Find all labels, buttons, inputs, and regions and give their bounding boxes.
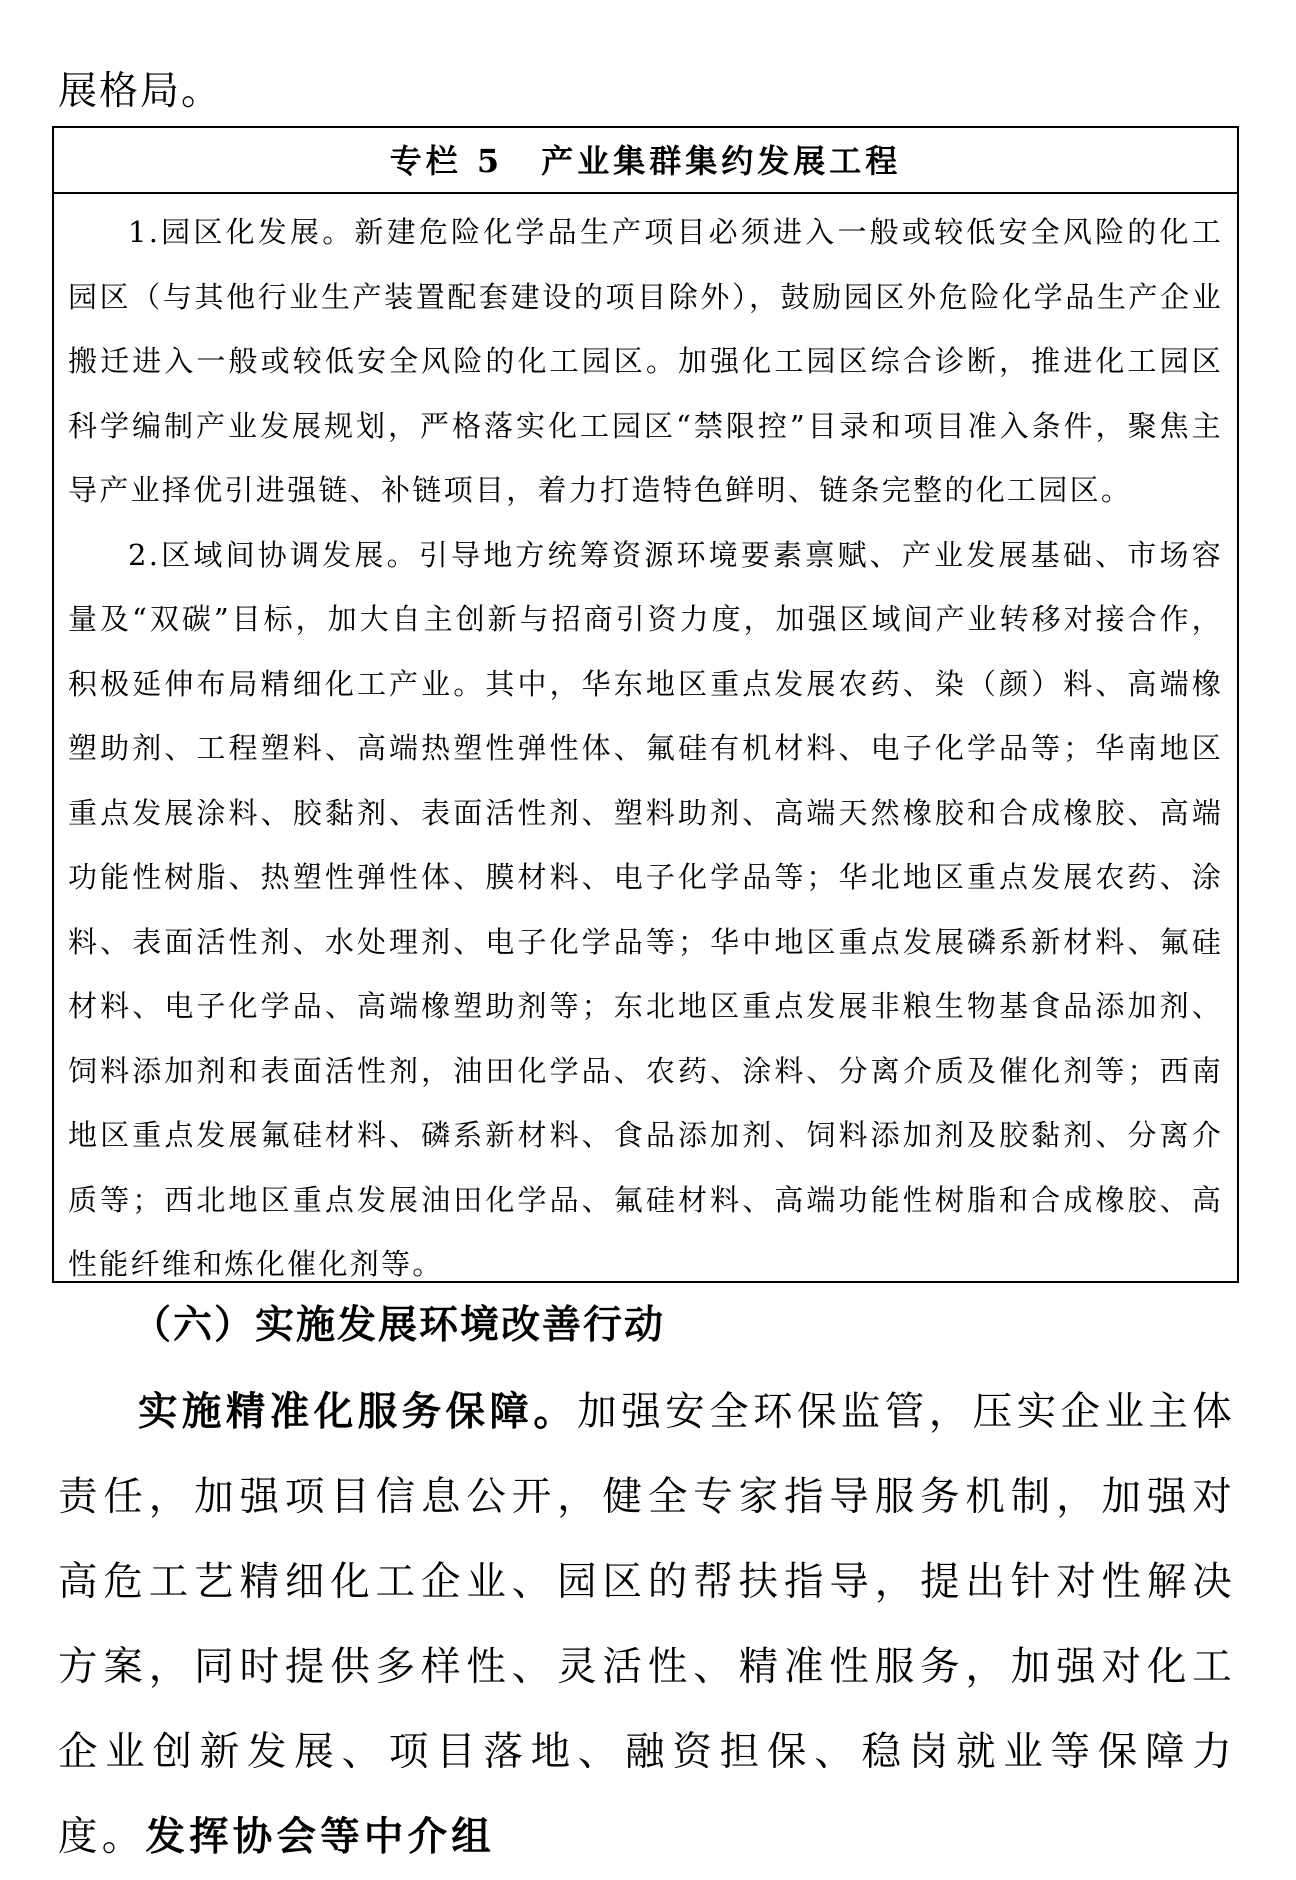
continued-text: 展格局。 (58, 69, 223, 114)
paragraph-bold-tail: 发挥协会等中介组 (145, 1814, 496, 1860)
column-box-title (54, 128, 1237, 194)
column-item-heading: 1.园区化发展。 (128, 215, 355, 249)
column-number: 专栏 5 (389, 142, 504, 180)
column-item-text: 新建危险化学品生产项目必须进入一般或较低安全风险的化工园区（与其他行业生产装置配套建设的项目除外），鼓励园区外危险化学品生产企业搬迁进入一般或较低安全风险的化工园区。加强化工园区综合诊断，推进化工园区科学编制产业发展规划，严格落实化工园区“禁限控”目录和项目准入条件，聚焦主导产业择优引进强链、补链项目，着力打造特色鲜明、链条完整的化工园区。 (68, 215, 1223, 507)
paragraph-bold-lead: 实施精准化服务保障。 (138, 1389, 578, 1435)
column-item-heading: 2.区域间协调发展。 (128, 537, 419, 572)
paragraph-text: 加强安全环保监管，压实企业主体责任，加强项目信息公开，健全专家指导服务机制，加强对高危工艺精细化工企业、园区的帮扶指导，提出针对性解决方案，同时提供多样性、灵活性、精准性服务，加强对化工企业创新发展、项目落地、融资担保、稳岗就业等保障力度。 (58, 1389, 1237, 1860)
section-heading: （六）实施发展环境改善行动 (132, 1303, 666, 1348)
column-item (68, 200, 1223, 523)
column-title-text: 产业集群集约发展工程 (541, 142, 902, 180)
column-item-text: 引导地方统筹资源环境要素禀赋、产业发展基础、市场容量及“双碳”目标，加大自主创新与招商引资力度，加强区域间产业转移对接合作，积极延伸布局精细化工产业。其中，华东地区重点发展农药、染（颜）料、高端橡塑助剂、工程塑料、高端热塑性弹性体、氟硅有机材料、电子化学品等；华南地区重点发展涂料、胶黏剂、表面活性剂、塑料助剂、高端天然橡胶和合成橡胶、高端功能性树脂、热塑性弹性体、膜材料、电子化学品等；华北地区重点发展农药、涂料、表面活性剂、水处理剂、电子化学品等；华中地区重点发展磷系新材料、氟硅材料、电子化学品、高端橡塑助剂等；东北地区重点发展非粮生物基食品添加剂、饲料添加剂和表面活性剂，油田化学品、农药、涂料、分离介质及催化剂等；西南地区重点发展氟硅材料、磷系新材料、食品添加剂、饲料添加剂及胶黏剂、分离介质等；西北地区重点发展油田化学品、氟硅材料、高端功能性树脂和合成橡胶、高性能纤维和炼化催化剂等。 (68, 537, 1223, 1281)
column-box (52, 126, 1239, 1283)
column-box-body (54, 194, 1237, 1297)
column-item (68, 523, 1223, 1297)
body-paragraph (58, 1370, 1236, 1880)
